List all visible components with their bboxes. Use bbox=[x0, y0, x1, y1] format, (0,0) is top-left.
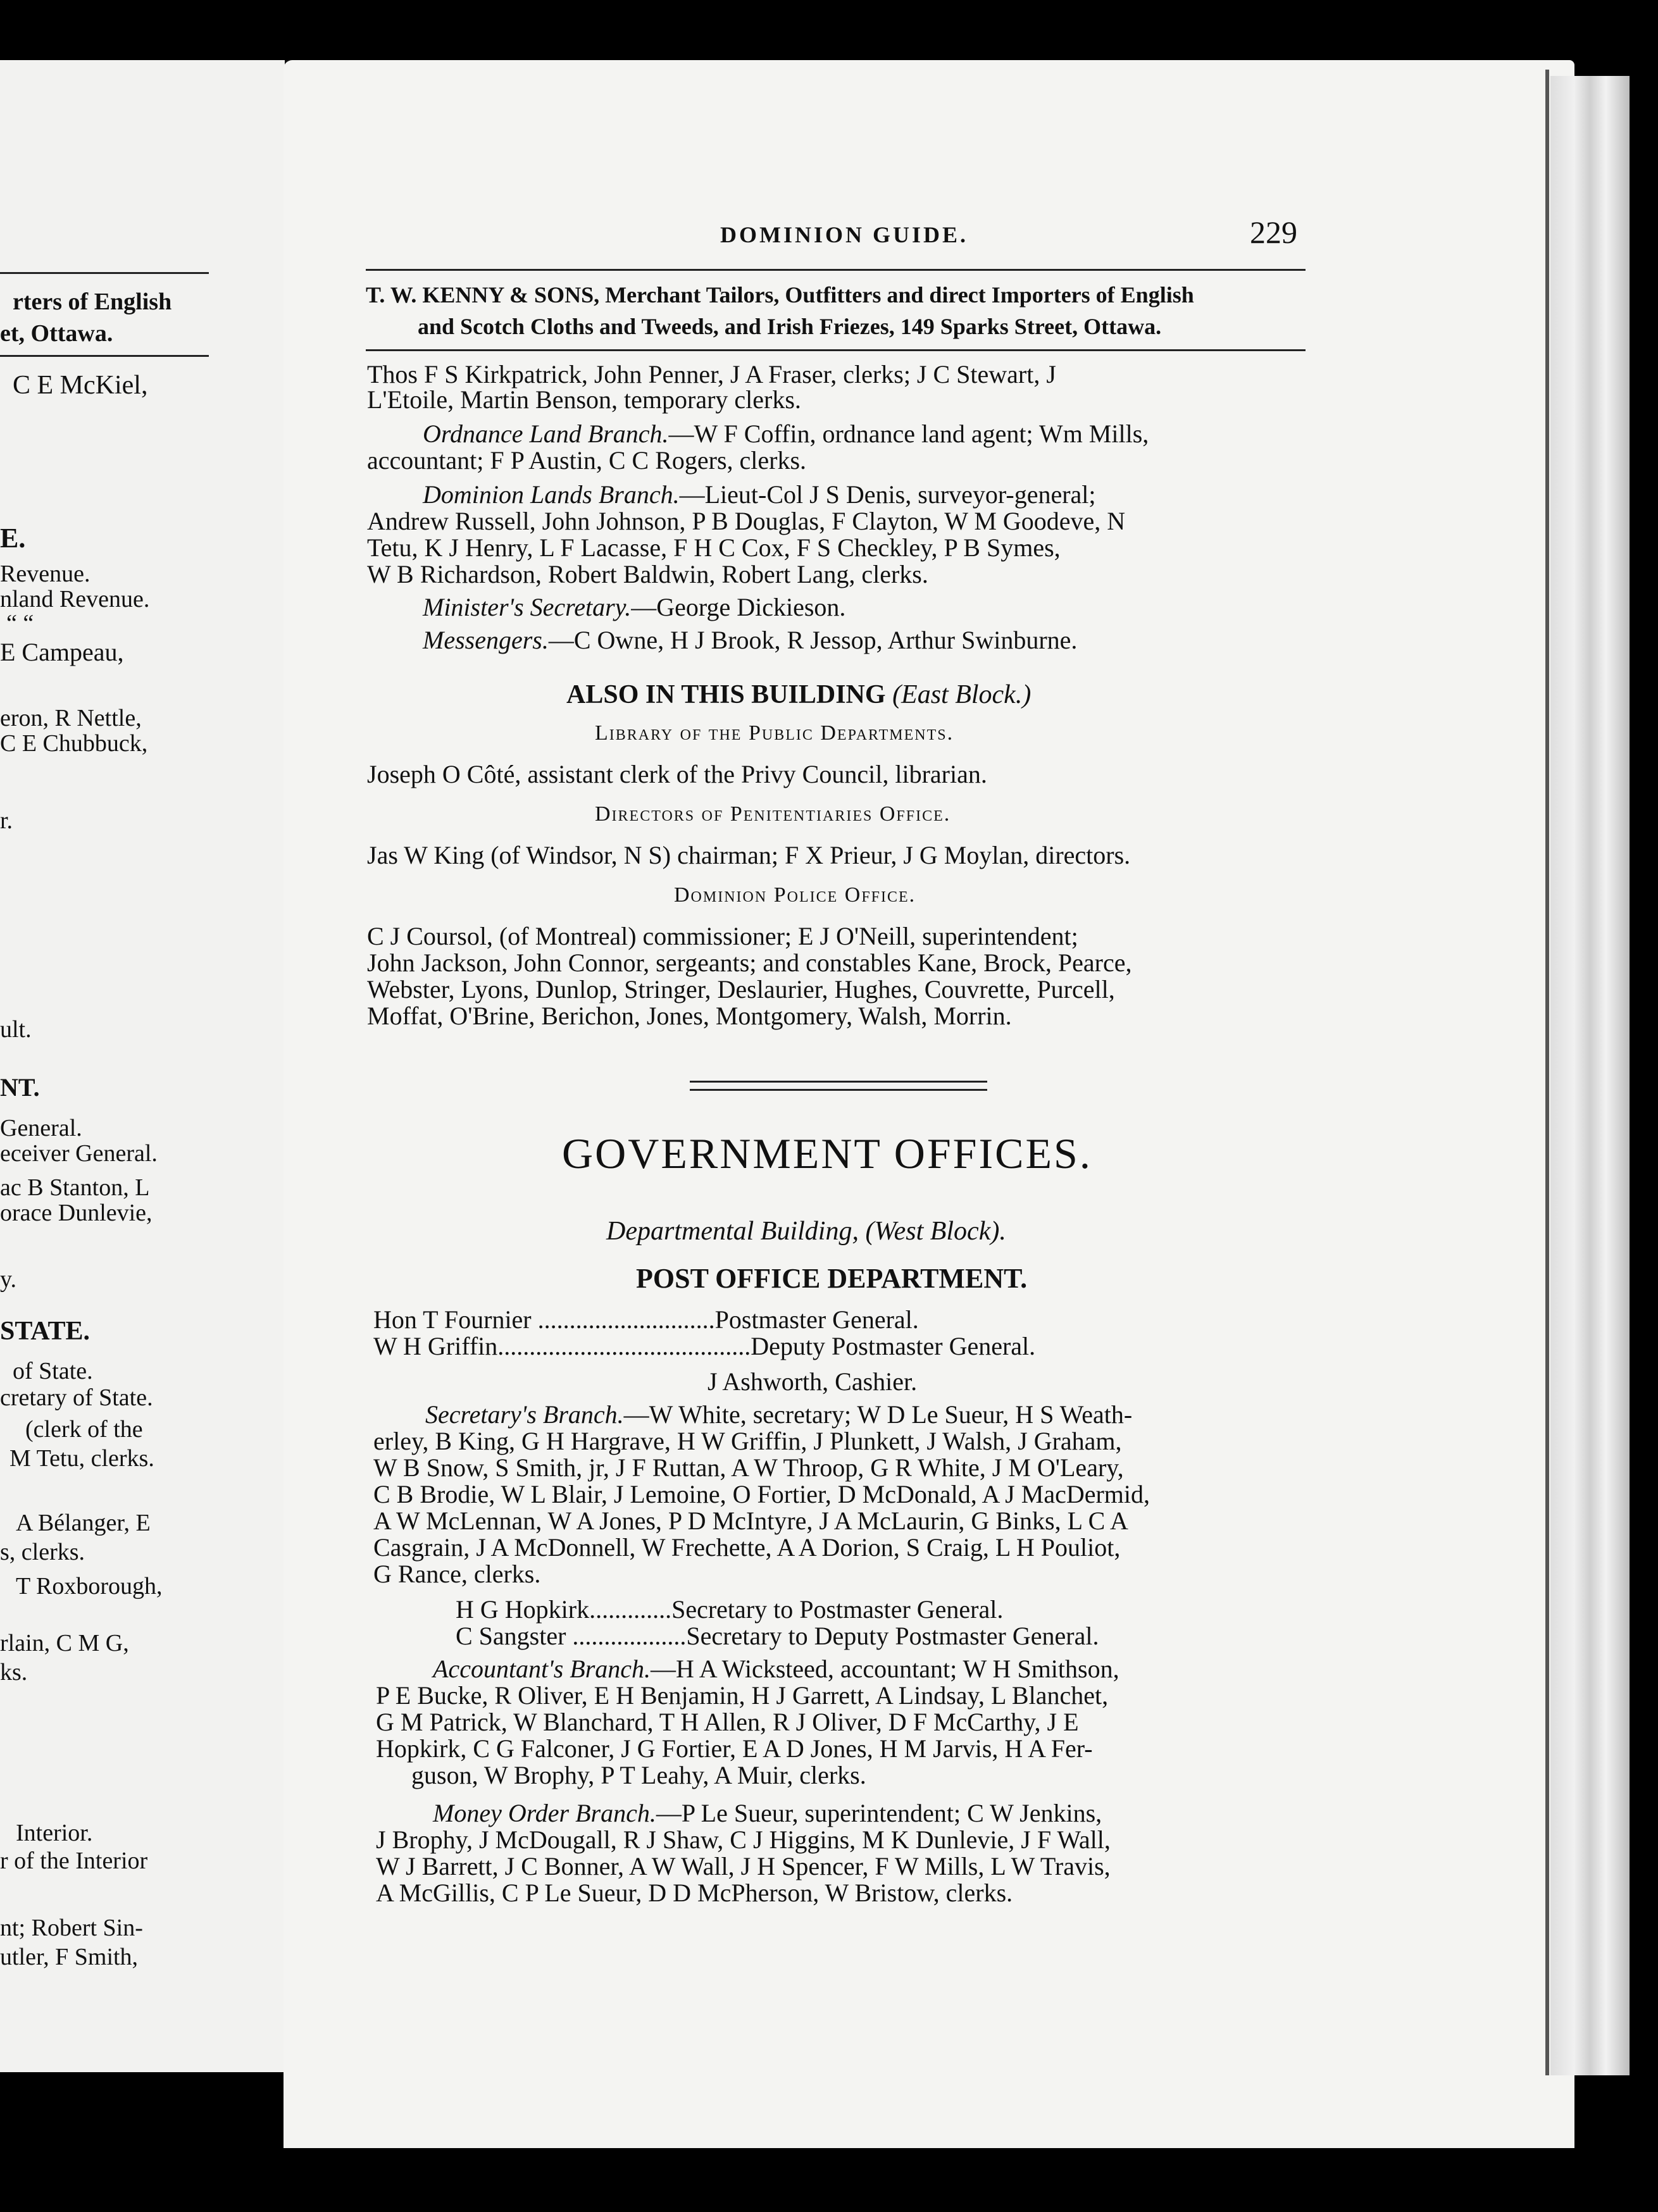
left-page-line: (clerk of the bbox=[25, 1416, 143, 1443]
branch-label: Messengers. bbox=[423, 626, 549, 654]
branch-text: —Lieut-Col J S Denis, surveyor-general; bbox=[679, 480, 1096, 509]
heading-suffix: (East Block.) bbox=[892, 680, 1032, 709]
directors-text: Jas W King (of Windsor, N S) chairman; F X Prieur, J G Moylan, directors. bbox=[367, 841, 1131, 869]
accountant-branch bbox=[433, 1654, 1119, 1684]
left-page-line: ult. bbox=[0, 1016, 32, 1043]
dominion-lands-branch bbox=[423, 480, 1096, 509]
left-page-line: T Roxborough, bbox=[16, 1573, 163, 1600]
advertisement-line-2: and Scotch Cloths and Tweeds, and Irish Friezes, 149 Sparks Street, Ottawa. bbox=[418, 314, 1162, 339]
text-line: J Brophy, J McDougall, R J Shaw, C J Higgins, M K Dunlevie, J F Wall, bbox=[376, 1825, 1111, 1854]
text-line: John Jackson, John Connor, sergeants; and constables Kane, Brock, Pearce, bbox=[367, 948, 1132, 977]
ordnance-land-branch bbox=[423, 419, 1149, 449]
left-page-line: of State. bbox=[13, 1358, 93, 1384]
text-line: guson, W Brophy, P T Leahy, A Muir, clerks. bbox=[411, 1761, 866, 1789]
running-head: DOMINION GUIDE. bbox=[720, 222, 969, 247]
branch-label: Money Order Branch. bbox=[433, 1799, 656, 1827]
left-page-line: nland Revenue. bbox=[0, 586, 150, 612]
text-line: G Rance, clerks. bbox=[373, 1560, 541, 1588]
hopkirk-line: H G Hopkirk.............Secretary to Postmaster General. bbox=[456, 1595, 1004, 1624]
advertisement-line-1: T. W. KENNY & SONS, Merchant Tailors, Outfitters and direct Importers of English bbox=[366, 282, 1194, 308]
branch-text: —P Le Sueur, superintendent; C W Jenkins, bbox=[656, 1799, 1102, 1827]
left-page-line: cretary of State. bbox=[0, 1384, 153, 1411]
left-page-line: utler, F Smith, bbox=[0, 1944, 139, 1970]
left-facing-page bbox=[0, 60, 285, 2072]
left-page-line: E Campeau, bbox=[0, 638, 124, 666]
text-line: C B Brodie, W L Blair, J Lemoine, O Fortier, D McDonald, A J MacDermid, bbox=[373, 1480, 1150, 1508]
text-line: Casgrain, J A McDonnell, W Frechette, A A Dorion, S Craig, L H Pouliot, bbox=[373, 1533, 1121, 1562]
left-page-line: s, clerks. bbox=[0, 1539, 85, 1565]
left-page-line: r of the Interior bbox=[0, 1848, 148, 1874]
page-number: 229 bbox=[1250, 214, 1297, 250]
cashier-line: J Ashworth, Cashier. bbox=[707, 1367, 918, 1396]
money-order-branch bbox=[433, 1798, 1102, 1828]
left-page-line: Interior. bbox=[16, 1820, 93, 1846]
also-building-heading bbox=[566, 680, 1031, 710]
text-line: A McGillis, C P Le Sueur, D D McPherson, W Bristow, clerks. bbox=[376, 1879, 1013, 1907]
text-line: P E Bucke, R Oliver, E H Benjamin, H J Garrett, A Lindsay, L Blanchet, bbox=[376, 1681, 1109, 1710]
left-page-line: E. bbox=[0, 523, 26, 554]
text-line: Hopkirk, C G Falconer, J G Fortier, E A D Jones, H M Jarvis, H A Fer- bbox=[376, 1734, 1093, 1763]
branch-label: Dominion Lands Branch. bbox=[423, 480, 680, 509]
left-page-line: C E McKiel, bbox=[13, 371, 148, 400]
text-line: Andrew Russell, John Johnson, P B Douglas, F Clayton, W M Goodeve, N bbox=[367, 507, 1126, 535]
text-line: W J Barrett, J C Bonner, A W Wall, J H Spencer, F W Mills, L W Travis, bbox=[376, 1852, 1111, 1880]
text-line: Thos F S Kirkpatrick, John Penner, J A Fraser, clerks; J C Stewart, J bbox=[367, 360, 1056, 388]
left-page-line: eceiver General. bbox=[0, 1140, 158, 1167]
officer-line: W H Griffin........................................Deputy Postmaster General. bbox=[373, 1332, 1036, 1360]
header-rule bbox=[366, 269, 1306, 271]
text-line: G M Patrick, W Blanchard, T H Allen, R J Oliver, D F McCarthy, J E bbox=[376, 1708, 1079, 1736]
branch-label: Minister's Secretary. bbox=[423, 593, 632, 621]
heading-text: ALSO IN THIS BUILDING bbox=[566, 680, 886, 709]
police-heading: Dominion Police Office. bbox=[674, 883, 916, 907]
branch-text: —C Owne, H J Brook, R Jessop, Arthur Swinburne. bbox=[548, 626, 1078, 654]
branch-text: —W White, secretary; W D Le Sueur, H S Weath- bbox=[623, 1400, 1133, 1429]
left-page-line: M Tetu, clerks. bbox=[9, 1445, 154, 1472]
left-page-line: STATE. bbox=[0, 1317, 90, 1346]
left-page-line: NT. bbox=[0, 1073, 40, 1102]
secretary-branch bbox=[425, 1400, 1132, 1429]
text-line: C J Coursol, (of Montreal) commissioner; E J O'Neill, superintendent; bbox=[367, 922, 1078, 950]
left-page-rule-bottom bbox=[0, 355, 209, 357]
minister-secretary bbox=[423, 592, 845, 622]
left-page-line: nt; Robert Sin- bbox=[0, 1915, 143, 1941]
branch-label: Secretary's Branch. bbox=[425, 1400, 624, 1429]
left-page-line: “ “ bbox=[6, 610, 34, 637]
government-offices-heading: GOVERNMENT OFFICES. bbox=[562, 1129, 1092, 1177]
text-line: Moffat, O'Brine, Berichon, Jones, Montgomery, Walsh, Morrin. bbox=[367, 1002, 1012, 1030]
page-edge-line bbox=[1545, 70, 1549, 2075]
left-page-line: ks. bbox=[0, 1659, 28, 1686]
left-page-line: r. bbox=[0, 807, 13, 834]
left-page-line: General. bbox=[0, 1115, 82, 1141]
left-page-line: Revenue. bbox=[0, 561, 90, 587]
text-line: accountant; F P Austin, C C Rogers, clerks. bbox=[367, 446, 807, 475]
west-block-subheading: Departmental Building, (West Block). bbox=[606, 1217, 1006, 1246]
sangster-line: C Sangster ..................Secretary to Deputy Postmaster General. bbox=[456, 1622, 1099, 1650]
messengers bbox=[423, 625, 1077, 655]
left-page-line: ac B Stanton, L bbox=[0, 1174, 150, 1201]
text-line: W B Snow, S Smith, jr, J F Ruttan, A W Throop, G R White, J M O'Leary, bbox=[373, 1453, 1124, 1482]
left-page-line: orace Dunlevie, bbox=[0, 1200, 153, 1226]
advertisement-rule bbox=[366, 349, 1306, 351]
left-page-line: y. bbox=[0, 1266, 17, 1293]
text-line: A W McLennan, W A Jones, P D McIntyre, J A McLaurin, G Binks, L C A bbox=[373, 1507, 1128, 1535]
text-line: Tetu, K J Henry, L F Lacasse, F H C Cox, F S Checkley, P B Symes, bbox=[367, 533, 1061, 562]
section-divider bbox=[690, 1081, 987, 1091]
branch-text: —H A Wicksteed, accountant; W H Smithson, bbox=[651, 1655, 1119, 1683]
officer-line: Hon T Fournier ............................Postmaster General. bbox=[373, 1305, 919, 1334]
left-page-rule-top bbox=[0, 272, 209, 274]
branch-text: —George Dickieson. bbox=[631, 593, 846, 621]
post-office-heading: POST OFFICE DEPARTMENT. bbox=[636, 1263, 1028, 1294]
left-page-line: C E Chubbuck, bbox=[0, 730, 148, 757]
left-page-line: eron, R Nettle, bbox=[0, 705, 142, 731]
directors-heading: Directors of Penitentiaries Office. bbox=[595, 802, 951, 826]
branch-label: Accountant's Branch. bbox=[433, 1655, 651, 1683]
library-text: Joseph O Côté, assistant clerk of the Privy Council, librarian. bbox=[367, 760, 987, 788]
page-edge-strip bbox=[1550, 76, 1630, 2075]
left-page-line: et, Ottawa. bbox=[0, 320, 113, 347]
text-line: erley, B King, G H Hargrave, H W Griffin, J Plunkett, J Walsh, J Graham, bbox=[373, 1427, 1122, 1455]
left-page-line: rters of English bbox=[13, 289, 172, 315]
text-line: W B Richardson, Robert Baldwin, Robert Lang, clerks. bbox=[367, 560, 928, 588]
left-page-line: A Bélanger, E bbox=[16, 1510, 151, 1536]
left-page-line: rlain, C M G, bbox=[0, 1630, 129, 1656]
text-line: L'Etoile, Martin Benson, temporary clerks. bbox=[367, 385, 801, 414]
library-heading: Library of the Public Departments. bbox=[595, 721, 954, 745]
branch-text: —W F Coffin, ordnance land agent; Wm Mills, bbox=[668, 419, 1149, 448]
text-line: Webster, Lyons, Dunlop, Stringer, Deslaurier, Hughes, Couvrette, Purcell, bbox=[367, 975, 1115, 1003]
branch-label: Ordnance Land Branch. bbox=[423, 419, 669, 448]
